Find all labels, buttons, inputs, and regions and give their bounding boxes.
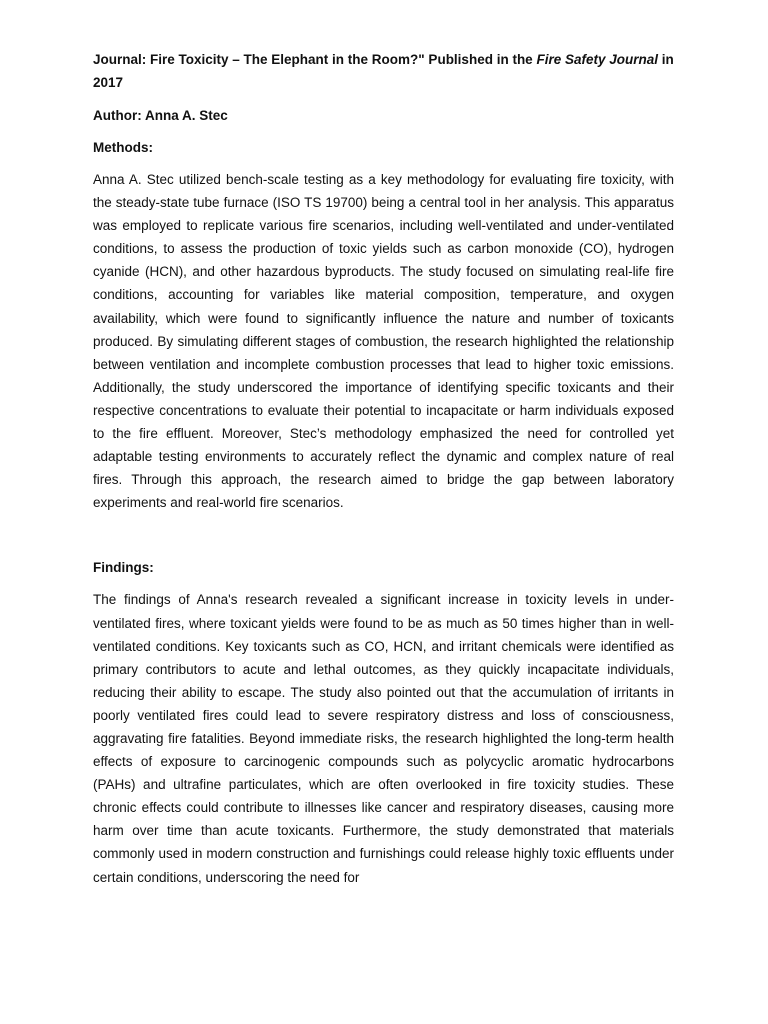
methods-heading: Methods: [93, 140, 153, 155]
findings-heading: Findings: [93, 560, 154, 576]
author-line: Author: Anna A. Stec [93, 108, 228, 123]
journal-suffix: in 2017 [93, 52, 674, 90]
journal-citation [93, 48, 674, 94]
document-page [93, 48, 674, 889]
findings-paragraph: The findings of Anna's research revealed a significant increase in toxicity levels in under-ventilated fires, where toxicant yields were found to be as much as 50 times higher than in well-ventilated conditions. Key toxicants such as CO, HCN, and irritant chemicals were identified as primary contributors to acute and lethal outcomes, as they quickly incapacitate individuals, reducing their ability to escape. The study also pointed out that the accumulation of irritants in poorly ventilated fires could lead to severe respiratory distress and loss of consciousness, aggravating fire fatalities. Beyond immediate risks, the research highlighted the long-term health effects of exposure to carcinogenic compounds such as polycyclic aromatic hydrocarbons (PAHs) and ultrafine particulates, which are often overlooked in fire toxicity studies. These chronic effects could contribute to illnesses like cancer and respiratory diseases, causing more harm over time than acute toxicants. Furthermore, the study demonstrated that materials commonly used in modern construction and furnishings could release highly toxic effluents under certain conditions, underscoring the need for [93, 592, 674, 885]
journal-prefix: Journal: Fire Toxicity – The Elephant in the Room?" Published in the [93, 52, 537, 67]
journal-name: Fire Safety Journal [536, 52, 658, 67]
methods-paragraph: Anna A. Stec utilized bench-scale testing as a key methodology for evaluating fire toxicity, with the steady-state tube furnace (ISO TS 19700) being a central tool in her analysis. This apparatus was employed to replicate various fire scenarios, including well-ventilated and under-ventilated conditions, to assess the production of toxic yields such as carbon monoxide (CO), hydrogen cyanide (HCN), and other hazardous byproducts. The study focused on simulating real-life fire conditions, accounting for variables like material composition, temperature, and oxygen availability, which were found to significantly influence the nature and number of toxicants produced. By simulating different stages of combustion, the research highlighted the relationship between ventilation and incomplete combustion processes that lead to higher toxic emissions. Additionally, the study underscored the importance of identifying specific toxicants and their respective concentrations to evaluate their potential to incapacitate or harm individuals exposed to the fire effluent. Moreover, Stec’s methodology emphasized the need for controlled yet adaptable testing environments to accurately reflect the dynamic and complex nature of real fires. Through this approach, the research aimed to bridge the gap between laboratory experiments and real-world fire scenarios. [93, 172, 674, 511]
